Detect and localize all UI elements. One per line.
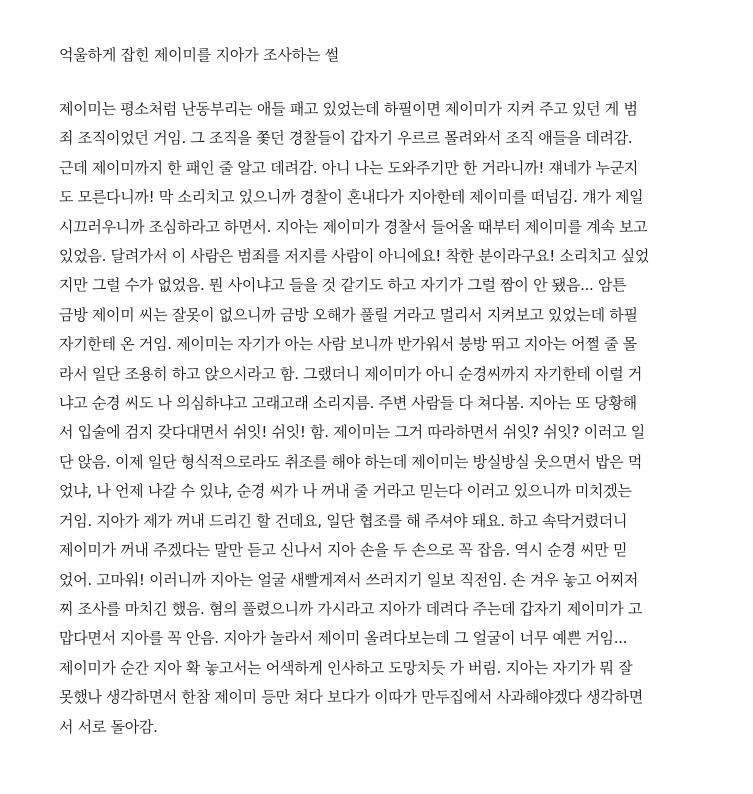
body-line: 었어. 고마워! 이러니까 지아는 얼굴 새빨게져서 쓰러지기 일보 직전임. 손 겨우 놓고 어찌저 <box>59 570 639 589</box>
body-line: 제이미는 평소처럼 난동부리는 애들 패고 있었는데 하필이면 제이미가 지켜 주고 있던 게 범 <box>59 100 638 118</box>
body-line: 단 앉음. 이제 일단 형식적으로라도 취조를 해야 하는데 제이미는 방실방실 웃으면서 밥은 먹 <box>59 452 643 471</box>
body-line: 근데 제이미까지 한 패인 줄 알고 데려감. 아니 나는 도와주기만 한 거라니까! 쟤네가 누군지 <box>59 158 639 177</box>
body-line: 거임. 지아가 제가 꺼내 드리긴 할 건데요, 일단 협조를 해 주셔야 돼요. 하고 속닥거렸더니 <box>59 511 628 530</box>
body-line: 냐고 순경 씨도 나 의심하냐고 고래고래 소리지름. 주변 사람들 다 쳐다봄. 지아는 또 당황해 <box>59 394 637 413</box>
body-line: 었냐, 나 언제 나갈 수 있냐, 순경 씨가 나 꺼내 줄 거라고 믿는다 이러고 있으니까 미치겠는 <box>59 482 632 501</box>
body-line: 맙다면서 지아를 꼭 안음. 지아가 놀라서 제이미 올려다보는데 그 얼굴이 너무 예쁜 거임... <box>59 629 628 648</box>
body-line: 못했나 생각하면서 한참 제이미 등만 쳐다 보다가 이따가 만두집에서 사과해야겠다 생각하면 <box>59 688 643 707</box>
body-line: 서 서로 돌아감. <box>59 717 158 736</box>
document-title: 억울하게 잡힌 제이미를 지아가 조사하는 썰 <box>59 46 340 64</box>
body-line: 시끄러우니까 조심하라고 하면서. 지아는 제이미가 경찰서 들어올 때부터 제이미를 계속 보고 <box>59 217 648 236</box>
body-line: 제이미가 순간 지아 확 놓고서는 어색하게 인사하고 도망치듯 가 버림. 지아는 자기가 뭐 잘 <box>59 658 633 677</box>
body-line: 금방 제이미 씨는 잘못이 없으니까 금방 오해가 풀릴 거라고 멀리서 지켜보고 있었는데 하필 <box>59 305 638 324</box>
body-line: 자기한테 온 거임. 제이미는 자기가 아는 사람 보니까 반가워서 붕방 뛰고 지아는 어쩔 줄 몰 <box>59 335 637 354</box>
document-body <box>59 95 703 742</box>
body-line: 라서 일단 조용히 하고 앉으시라고 함. 그랬더니 제이미가 아니 순경씨까지 자기한테 이럴 거 <box>59 364 643 383</box>
body-line: 죄 조직이었던 거임. 그 조직을 쫓던 경찰들이 갑자기 우르르 몰려와서 조직 애들을 데려감. <box>59 129 633 148</box>
body-line: 제이미가 꺼내 주겠다는 말만 듣고 신나서 지아 손을 두 손으로 꼭 잡음. 역시 순경 씨만 믿 <box>59 541 628 560</box>
body-line: 지만 그럴 수가 없었음. 뭔 사이냐고 들을 것 같기도 하고 자기가 그럴 짬이 안 됐음... 암튼 <box>59 276 627 295</box>
body-line: 찌 조사를 마치긴 했음. 혐의 풀렸으니까 가시라고 지아가 데려다 주는데 갑자기 제이미가 고 <box>59 599 643 618</box>
body-line: 도 모른다니까! 막 소리치고 있으니까 경찰이 혼내다가 지아한테 제이미를 떠넘김. 걔가 제일 <box>59 188 644 207</box>
body-line: 있었음. 달려가서 이 사람은 범죄를 저지를 사람이 아니에요! 착한 분이라구요! 소리치고 싶었 <box>59 247 650 266</box>
body-line: 서 입술에 검지 갖다대면서 쉬잇! 쉬잇! 함. 제이미는 그거 따라하면서 쉬잇? 쉬잇? 이러고 일 <box>59 423 645 442</box>
